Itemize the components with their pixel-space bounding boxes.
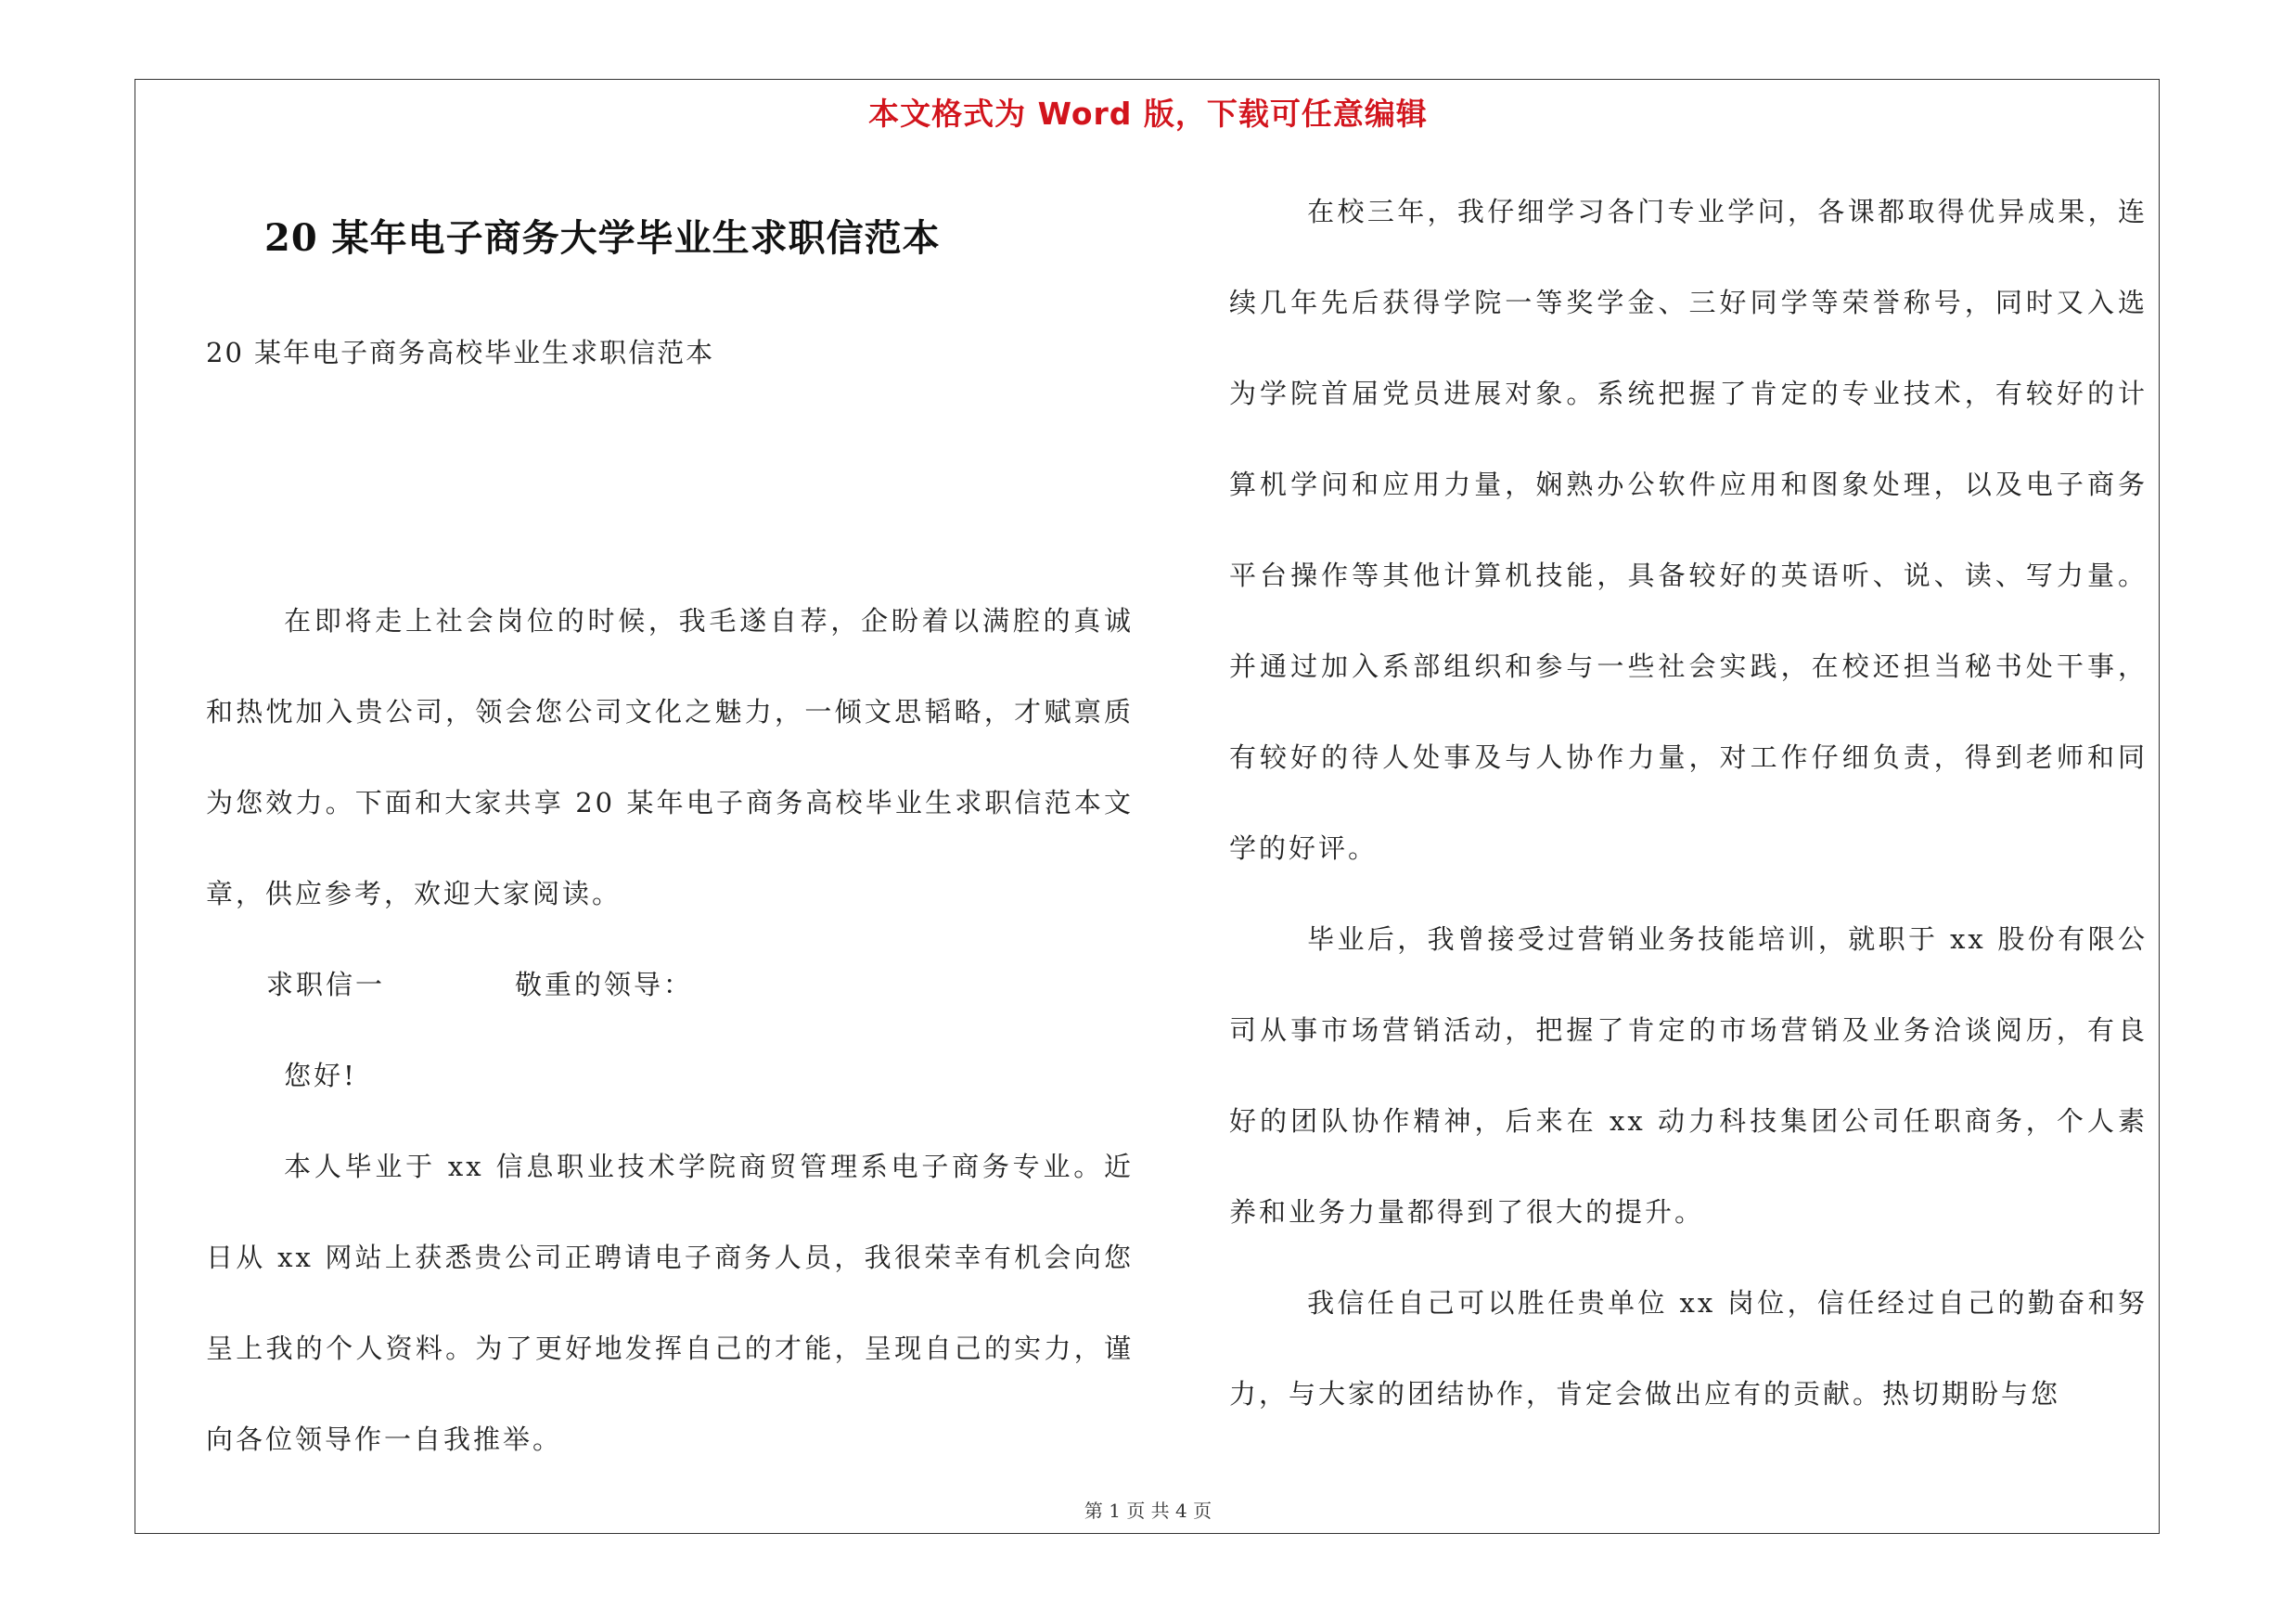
format-banner: 本文格式为 Word 版，下载可任意编辑 [868, 96, 1428, 132]
document-subtitle: 20 某年电子商务高校毕业生求职信范本 [206, 337, 715, 368]
right-column [1229, 166, 2148, 1439]
intro-paragraph: 在即将走上社会岗位的时候，我毛遂自荐，企盼着以满腔的真诚和热忱加入贵公司，领会您公司文化之魅力，一倾文思韬略，才赋禀质为您效力。下面和大家共享 20 某年电子商务高校毕业生求职信范本文章，供应参考，欢迎大家阅读。 [206, 605, 1134, 909]
document-title: 20 某年电子商务大学毕业生求职信范本 [264, 216, 941, 260]
left-column [206, 575, 1134, 1485]
greeting: 您好! [284, 1060, 357, 1091]
body-paragraph-4: 我信任自己可以胜任贵单位 xx 岗位，信任经过自己的勤奋和努力，与大家的团结协作，肯定会做出应有的贡献。热切期盼与您 [1229, 1287, 2148, 1410]
letter-label: 求职信一 [266, 969, 386, 1000]
salutation: 敬重的领导： [515, 969, 694, 1000]
body-paragraph-3: 毕业后，我曾接受过营销业务技能培训，就职于 xx 股份有限公司从事市场营销活动，把握了肯定的市场营销及业务洽谈阅历，有良好的团队协作精神，后来在 xx 动力科技集团公司任职商务，个人素养和业务力量都得到了很大的提升。 [1229, 923, 2148, 1228]
letter-heading-line [206, 939, 1134, 1030]
body-paragraph-2: 在校三年，我仔细学习各门专业学问，各课都取得优异成果，连续几年先后获得学院一等奖学金、三好同学等荣誉称号，同时又入选为学院首届党员进展对象。系统把握了肯定的专业技术，有较好的计算机学问和应用力量，娴熟办公软件应用和图象处理，以及电子商务平台操作等其他计算机技能，具备较好的英语听、说、读、写力量。并通过加入系部组织和参与一些社会实践，在校还担当秘书处干事，有较好的待人处事及与人协作力量，对工作仔细负责，得到老师和同学的好评。 [1229, 196, 2148, 864]
page-number-footer: 第 1 页 共 4 页 [1084, 1500, 1212, 1522]
body-paragraph-1: 本人毕业于 xx 信息职业技术学院商贸管理系电子商务专业。近日从 xx 网站上获悉贵公司正聘请电子商务人员，我很荣幸有机会向您呈上我的个人资料。为了更好地发挥自己的才能，呈现自己的实力，谨向各位领导作一自我推举。 [206, 1151, 1134, 1455]
